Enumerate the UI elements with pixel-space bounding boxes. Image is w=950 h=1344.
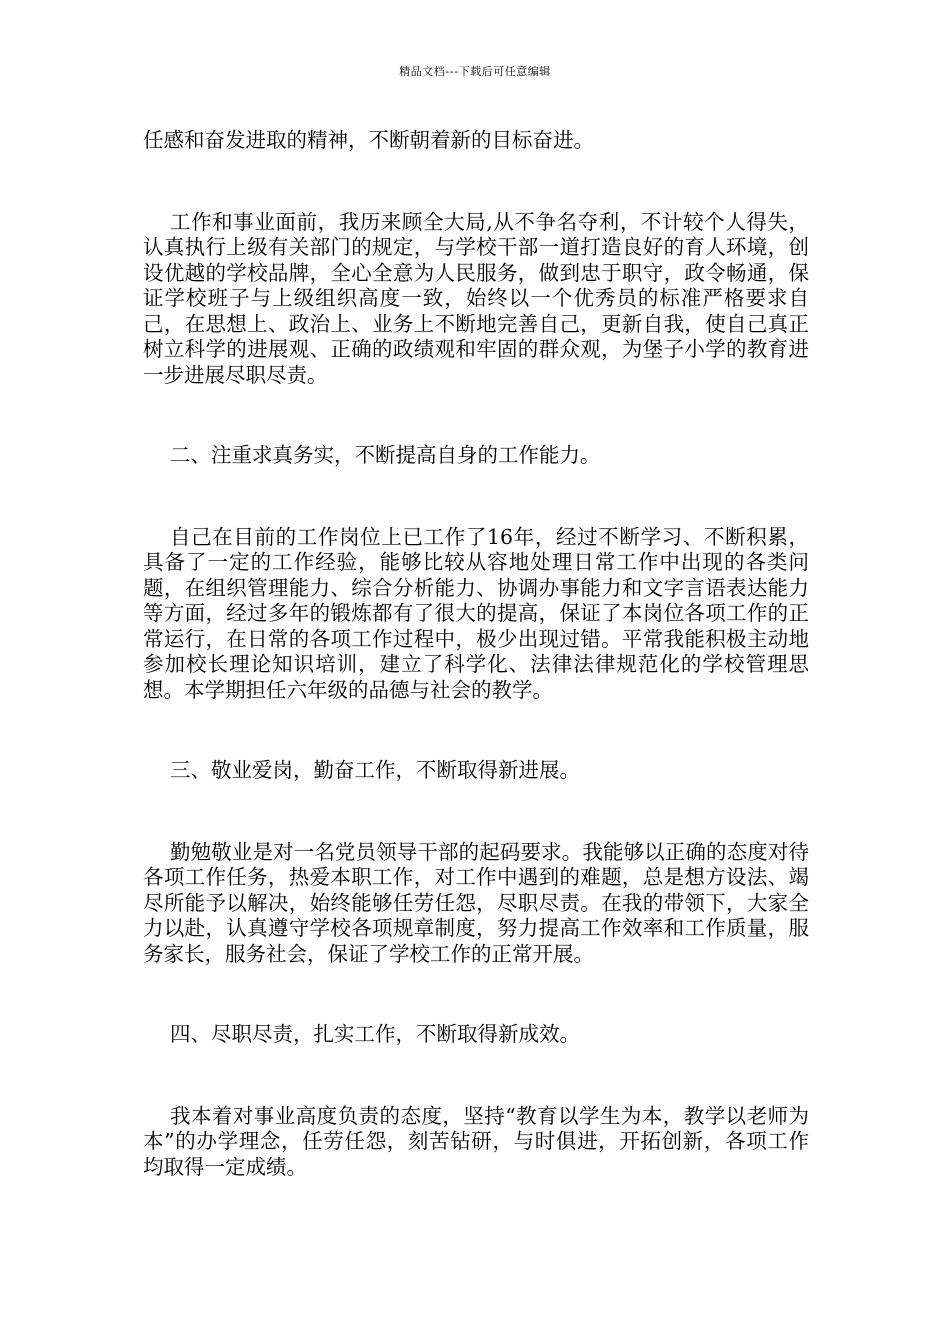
section-heading-4: 四、尽职尽责，扎实工作，不断取得新成效。 bbox=[170, 1022, 580, 1046]
paragraph-achievements: 我本着对事业高度负责的态度，坚持“教育以学生为本，教学以老师为本”的办学理念，任劳任怨，刻苦钻研，与时俱进，开拓创新，各项工作均取得一定成绩。 bbox=[143, 1103, 809, 1179]
paragraph-continuation: 任感和奋发进取的精神，不断朝着新的目标奋进。 bbox=[143, 128, 594, 152]
section-heading-3: 三、敬业爱岗，勤奋工作，不断取得新进展。 bbox=[170, 758, 580, 782]
paragraph-diligence: 勤勉敬业是对一名党员领导干部的起码要求。我能够以正确的态度对待各项工作任务，热爱本职工作，对工作中遇到的难题，总是想方设法、竭尽所能予以解决，始终能够任劳任怨，尽职尽责。在我的带领下，大家全力以赴，认真遵守学校各项规章制度，努力提高工作效率和工作质量，服务家长，服务社会，保证了学校工作的正常开展。 bbox=[143, 839, 809, 966]
section-heading-2: 二、注重求真务实，不断提高自身的工作能力。 bbox=[170, 443, 601, 467]
document-body bbox=[143, 128, 809, 1180]
paragraph-work-ability: 自己在目前的工作岗位上已工作了16年，经过不断学习、不断积累，具备了一定的工作经验，能够比较从容地处理日常工作中出现的各类问题，在组织管理能力、综合分析能力、协调办事能力和文字言语表达能力等方面，经过多年的锻炼都有了很大的提高，保证了本岗位各项工作的正常运行，在日常的各项工作过程中，极少出现过错。平常我能积极主动地参加校长理论知识培训，建立了科学化、法律法律规范化的学校管理思想。本学期担任六年级的品德与社会的教学。 bbox=[143, 524, 809, 702]
page-header: 精品文档---下载后可任意编辑 bbox=[399, 65, 551, 78]
paragraph-dedication: 工作和事业面前，我历来顾全大局,从不争名夺利，不计较个人得失，认真执行上级有关部门的规定，与学校干部一道打造良好的育人环境，创设优越的学校品牌，全心全意为人民服务，做到忠于职守，政令畅通，保证学校班子与上级组织高度一致，始终以一个优秀员的标准严格要求自己，在思想上、政治上、业务上不断地完善自己，更新自我，使自己真正树立科学的进展观、正确的政绩观和牢固的群众观，为堡子小学的教育进一步进展尽职尽责。 bbox=[143, 209, 809, 387]
